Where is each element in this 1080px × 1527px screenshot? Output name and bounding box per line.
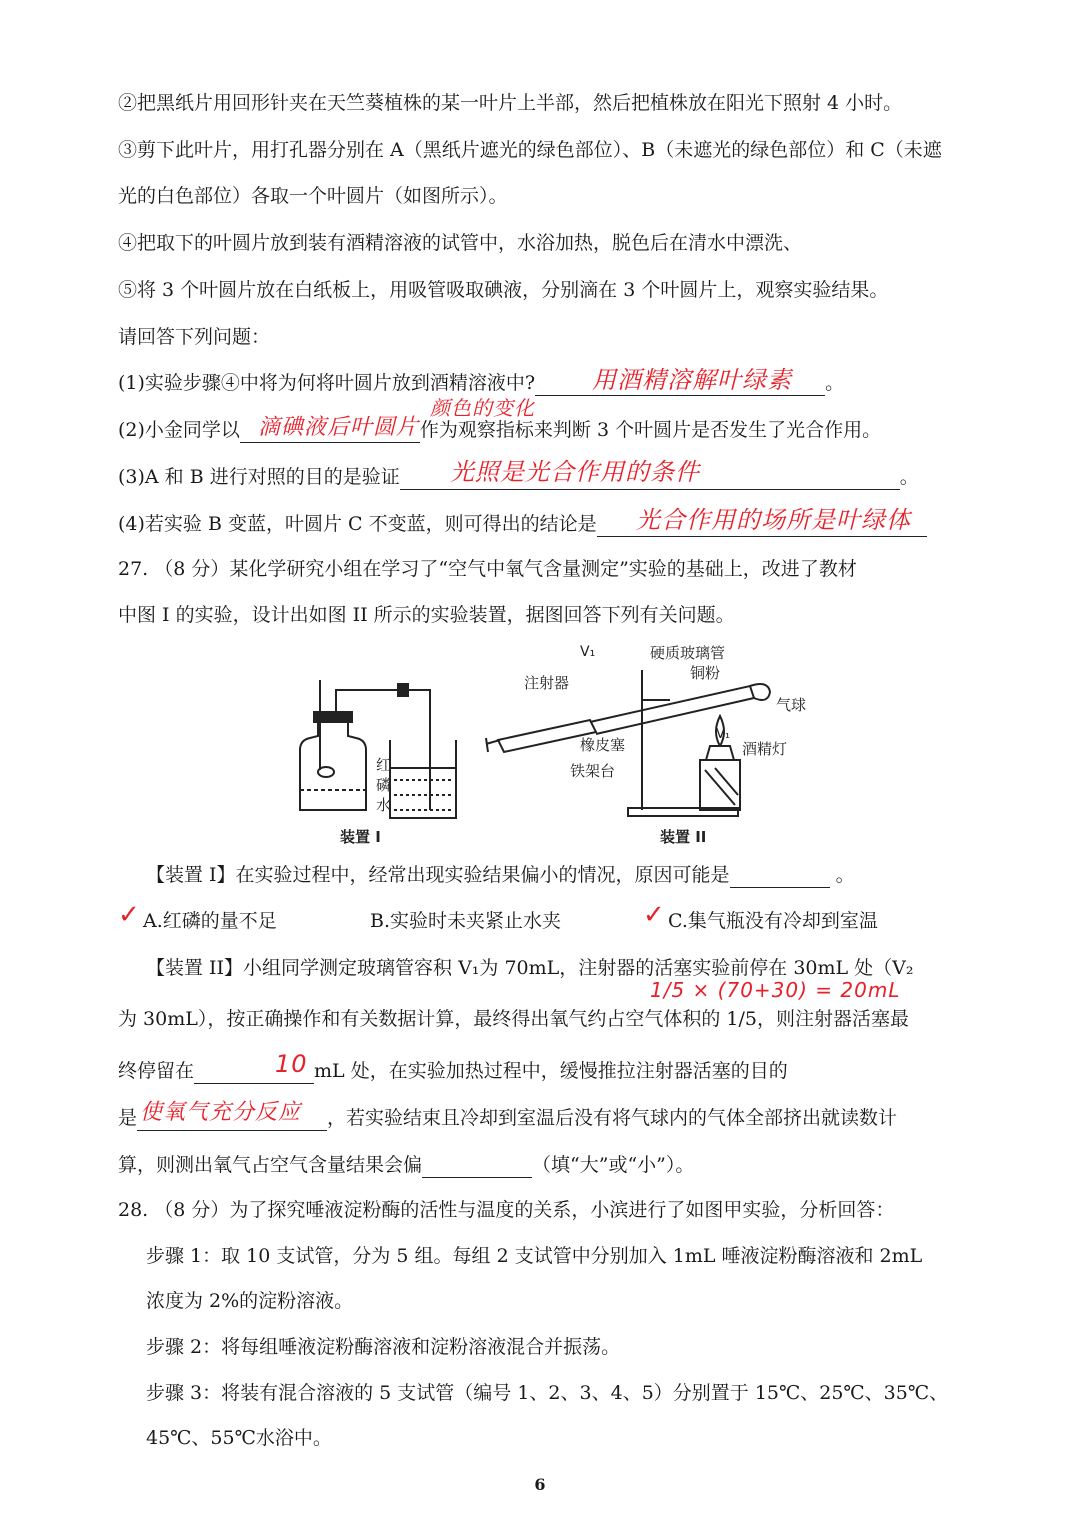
step-4: ④把取下的叶圆片放到装有酒精溶液的试管中，水浴加热，脱色后在清水中漂洗、: [118, 232, 803, 254]
question-28-intro: 28. （8 分）为了探究唾液淀粉酶的活性与温度的关系，小滨进行了如图甲实验，分析回答：: [118, 1199, 895, 1221]
checkmark-icon: ✓: [643, 900, 665, 930]
apparatus-figure: [290, 640, 850, 850]
device-2-line-2: 为 30mL），按正确操作和有关数据计算，最终得出氧气约占空气体积的 1/5，则注射器活塞最: [118, 1008, 909, 1030]
option-a: A.红磷的量不足: [143, 910, 277, 932]
device-2-line-3: 终停留在 mL 处，在实验加热过程中，缓慢推拉注射器活塞的目的: [118, 1060, 788, 1082]
question-27-intro-2: 中图 I 的实验，设计出如图 II 所示的实验装置，据图回答下列有关问题。: [118, 604, 735, 626]
device-2-line-5: 算，则测出氧气占空气含量结果会偏 （填“大”或“小”）。: [118, 1154, 695, 1176]
option-b: B.实验时未夹紧止水夹: [370, 910, 562, 932]
label-balloon: 气球: [776, 696, 807, 714]
handwritten-answer-2-above: 颜色的变化: [430, 396, 535, 420]
label-v1-mid: V₁: [716, 727, 731, 742]
prompt: 请回答下列问题：: [118, 326, 271, 348]
question-26-4: (4)若实验 B 变蓝，叶圆片 C 不变蓝，则可得出的结论是: [118, 511, 927, 537]
handwritten-calculation: 1/5 × (70+30) = 20mL: [650, 978, 901, 1002]
label-copper-powder: 铜粉: [690, 664, 721, 682]
device-1-question: 【装置 I】在实验过程中，经常出现实验结果偏小的情况，原因可能是 。: [146, 864, 855, 886]
q28-step-3-line-2: 45℃、55℃水浴中。: [146, 1427, 332, 1449]
option-c: C.集气瓶没有冷却到室温: [668, 910, 878, 932]
label-iron-stand: 铁架台: [570, 762, 616, 780]
handwritten-answer-10: 10: [275, 1050, 308, 1078]
label-water: 水: [376, 796, 392, 814]
caption-apparatus-2: 装置 II: [660, 828, 707, 846]
question-26-1: (1)实验步骤④中将为何将叶圆片放到酒精溶液中? 。: [118, 372, 845, 394]
checkmark-icon: ✓: [118, 900, 140, 930]
q28-step-1-line-2: 浓度为 2%的淀粉溶液。: [146, 1290, 354, 1312]
step-3-line-1: ③剪下此叶片，用打孔器分别在 A（黑纸片遮光的绿色部位）、B（未遮光的绿色部位）和 C（未遮: [118, 139, 942, 161]
label-red: 红: [376, 756, 392, 774]
device-2-line-4: 是 ，若实验结束且冷却到室温后没有将气球内的气体全部挤出就读数计: [118, 1107, 898, 1129]
caption-apparatus-1: 装置 I: [340, 828, 381, 846]
page-number: 6: [534, 1475, 546, 1494]
handwritten-answer-4: 光合作用的场所是叶绿体: [636, 506, 911, 534]
question-26-3: (3)A 和 B 进行对照的目的是验证 。: [118, 466, 919, 488]
question-26-2: (2)小金同学以 作为观察指标来判断 3 个叶圆片是否发生了光合作用。: [118, 419, 882, 441]
label-v1-top: V₁: [580, 644, 596, 660]
handwritten-answer-3: 光照是光合作用的条件: [450, 458, 700, 486]
question-27-intro-1: 27. （8 分）某化学研究小组在学习了“空气中氧气含量测定”实验的基础上，改进了教材: [118, 558, 857, 580]
label-glass-tube: 硬质玻璃管: [650, 644, 726, 662]
label-alcohol-lamp: 酒精灯: [742, 740, 788, 758]
q28-step-2: 步骤 2：将每组唾液淀粉酶溶液和淀粉溶液混合并振荡。: [146, 1336, 621, 1358]
q28-step-1-line-1: 步骤 1：取 10 支试管，分为 5 组。每组 2 支试管中分别加入 1mL 唾液淀粉酶溶液和 2mL: [146, 1245, 923, 1267]
label-syringe: 注射器: [524, 674, 570, 692]
handwritten-answer-2: 滴碘液后叶圆片: [258, 415, 420, 440]
handwritten-answer-purpose: 使氧气充分反应: [140, 1100, 302, 1125]
step-3-line-2: 光的白色部位）各取一个叶圆片（如图所示）。: [118, 185, 508, 207]
device-2-line-1: 【装置 II】小组同学测定玻璃管容积 V₁为 70mL，注射器的活塞实验前停在 30mL 处（V₂: [146, 957, 914, 979]
handwritten-answer-1: 用酒精溶解叶绿素: [592, 366, 792, 394]
label-rubber-stopper: 橡皮塞: [580, 736, 626, 754]
q28-step-3-line-1: 步骤 3：将装有混合溶液的 5 支试管（编号 1、2、3、4、5）分别置于 15℃、25℃、35℃、: [146, 1382, 949, 1404]
step-2: ②把黑纸片用回形针夹在天竺葵植株的某一叶片上半部，然后把植株放在阳光下照射 4 小时。: [118, 92, 903, 114]
step-5: ⑤将 3 个叶圆片放在白纸板上，用吸管吸取碘液，分别滴在 3 个叶圆片上，观察实验结果。: [118, 279, 889, 301]
label-phosphorus: 磷: [376, 776, 392, 794]
